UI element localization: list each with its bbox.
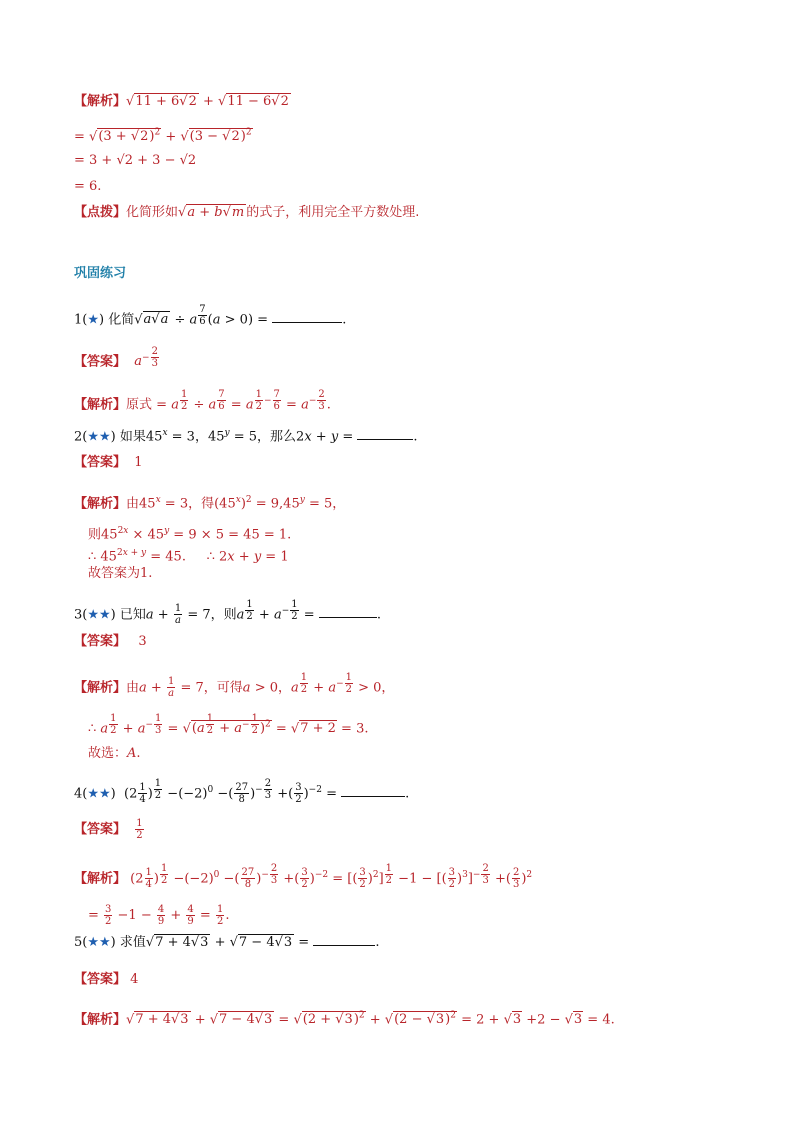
q1-answer: 【答案】 $a^{- \frac{2}{3}}$: [74, 346, 158, 370]
q2-analysis-4: 故答案为1.: [88, 566, 153, 581]
q3-analysis-2: ∴ a $^{\frac{1}{2}}$ + $a^{- \frac{1}{3}}$ = √(a $^{\frac{1}{2}}$ + $a^{- \frac{1}{2}}$ )$^2$ = √7 + 2 = 3.: [88, 713, 369, 737]
q2-analysis-3: ∴ $45^{2x + y} = 45$. ∴ 2x + y = 1: [88, 548, 289, 565]
star-icon: ★: [87, 312, 99, 328]
star-icon: ★★: [87, 935, 111, 950]
tip-line: 【点拨】化简形如√a + b√m 的式子，利用完全平方数处理.: [74, 205, 420, 220]
top-solution-line-1: 【解析】√11 + 6√2 + √11 − 6√2: [74, 94, 289, 109]
q2-answer: 【答案】 1: [74, 455, 143, 470]
section-title: 巩固练习: [74, 266, 127, 281]
q4-analysis-2: = $\frac{3}{2}$ −1 − $\frac{4}{9}$ + $\frac{4}{9}$ = $\frac{1}{2}$ .: [88, 904, 230, 927]
q2-analysis-1: 【解析】由$45^x = 3$，得$(45^x)^2 = 9,45^y = 5$，: [74, 495, 346, 512]
q3-question: 3(★★) 已知a + $\frac{1}{a}$ = 7，则a $^{\frac{1}{2}}$ + $a^{- \frac{1}{2}}$ = .: [74, 599, 381, 627]
q5-answer-blank[interactable]: [313, 933, 375, 946]
q1-question: 1(★) 化简√a√a ÷ a $^{\frac{7}{6}}$ (a > 0) = .: [74, 304, 347, 328]
q1-answer-blank[interactable]: [272, 310, 342, 323]
q1-analysis: 【解析】原式 = a $^{\frac{1}{2}}$ ÷ a $^{\frac{7}{6}}$ = a $^{\frac{1}{2} - \frac{7}{6}}$ = $a^{- \frac{2}{3}}$ .: [74, 389, 331, 413]
q2-answer-blank[interactable]: [357, 427, 413, 440]
q3-answer-blank[interactable]: [319, 605, 377, 618]
q5-analysis: 【解析】$√7 + 4√3 + √7 - 4√3 = √(2 + √3)^2 + √(2 - √3)^2 = 2 + √3 +2 - √3 = 4$.: [74, 1011, 615, 1028]
q2-question: 2(★★) 如果$45^x = 3$，$45^y = 5$，那么2x + y = .: [74, 428, 418, 445]
q3-answer: 【答案】 3: [74, 634, 147, 649]
q2-analysis-2: 则$45^{2x} \times 45^y = 9 \times 5 = 45 = 1$.: [88, 526, 292, 543]
q5-question: 5(★★) 求值√7 + 4√3 + √7 − 4√3 = .: [74, 935, 380, 950]
top-solution-line-2: = $√(3 + √2)^2 + √(3 - √2)^2$: [74, 128, 252, 145]
star-icon: ★★: [87, 429, 111, 445]
top-solution-line-4: = 6.: [74, 179, 102, 194]
top-solution-line-3: = 3 + √2 + 3 − √2: [74, 153, 197, 168]
q3-analysis-3: 故选：A.: [88, 746, 141, 761]
q3-analysis-1: 【解析】由a + $\frac{1}{a}$ = 7，可得a > 0，a $^{\frac{1}{2}}$ + $a^{- \frac{1}{2}}$ > 0，: [74, 672, 395, 700]
star-icon: ★★: [87, 786, 111, 802]
q4-analysis-1: 【解析】 (2 $\frac{1}{4}$ ) $^{\frac{1}{2}}$ $-(-2)^0$ −( $\frac{27}{8}$ )$^{- \frac{2}{3}}$ +( $\frac{3}{2}$ )$^{-2}$ = [( $\frac{3}{2}$ )$^2$] $^{\frac{1}{2}}$ −1 − [( $\frac{3}{2}$ )$^3$]$^{- \frac{2}{3}}$ +( $\frac{2}{3}$ )$^2$: [74, 863, 533, 891]
star-icon: ★★: [87, 607, 111, 623]
q5-answer: 【答案】 4: [74, 972, 139, 987]
q4-answer-blank[interactable]: [341, 784, 405, 797]
q4-question: 4(★★) (2 $\frac{1}{4}$ ) $^{\frac{1}{2}}$ $-(-2)^0$ −( $\frac{27}{8}$ )$^{- \frac{2}{3}}$ +( $\frac{3}{2}$ )$^{-2}$ = .: [74, 778, 410, 806]
q4-answer: 【答案】 $\frac{1}{2}$: [74, 818, 143, 841]
